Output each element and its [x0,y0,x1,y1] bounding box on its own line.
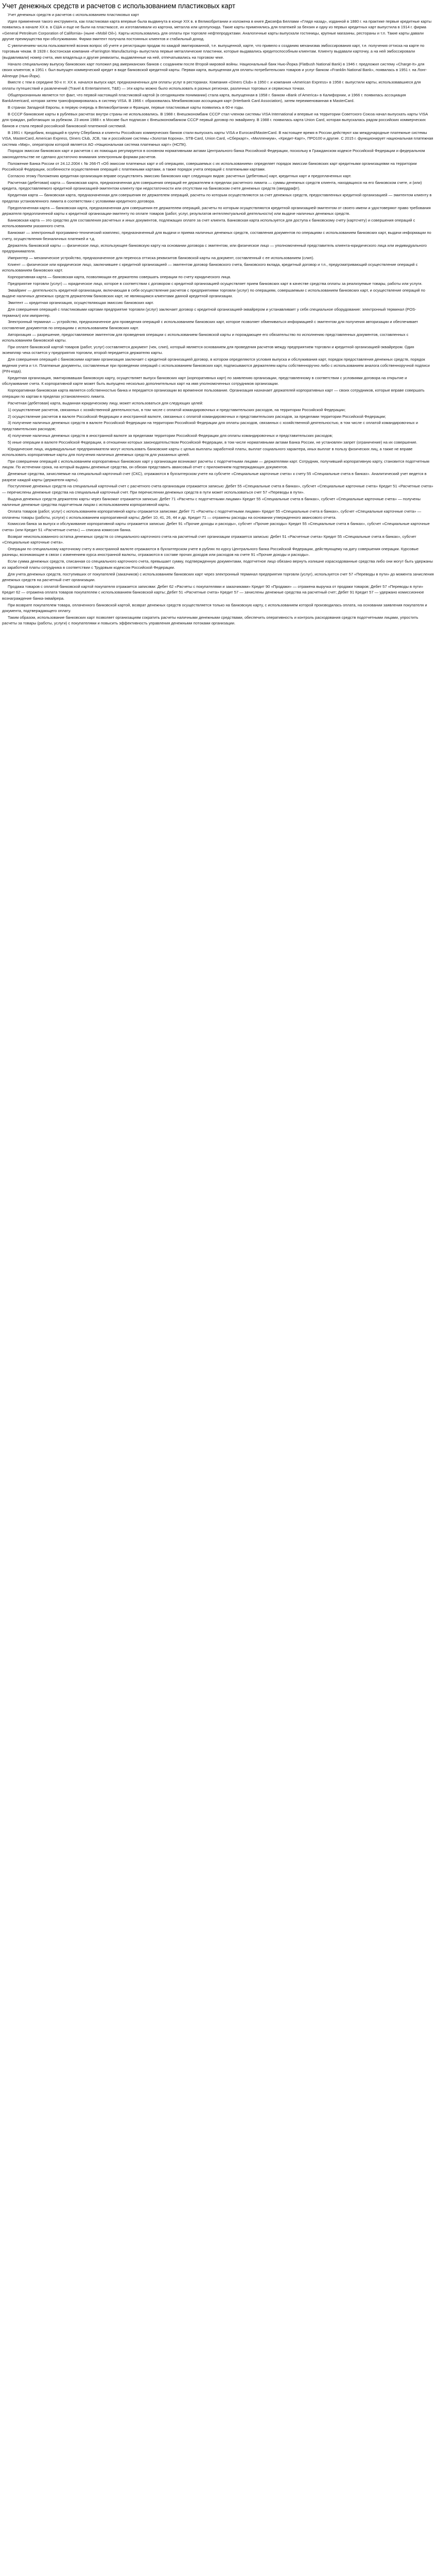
article-paragraph: Таким образом, использование банковских карт позволяет организациям сократить расчеты наличными денежными средствами, обеспечить оперативность и контроль расходования средств подотчетными лицами, упростить расчеты за товары (работы, услуги) с покупателями и повысить эффективность управления денежными потоками организации. [2,615,418,626]
article-paragraph: Порядок эмиссии банковских карт и расчетов с их помощью регулируется в основном нормативными актами Центрального банка Российской Федерации, поскольку в Гражданском кодексе Российской Федерации и федеральном законодательстве не сделано достаточно внимания электронным формам расчетов. [2,148,425,159]
article-paragraph: 2) осуществление расчетов в валюте Российской Федерации и иностранной валюте, связанных с оплатой командировочных и представительских расходов, за пределами территории Российской Федерации; [8,414,386,419]
article-paragraph: Операции по специальному карточному счету в иностранной валюте отражаются в бухгалтерском учете в рублях по курсу Центрального банка Российской Федерации, действующему на дату совершения операции. Курсовые разницы, возникающие в связи с изменением курса иностранной валюты, отражаются в составе прочих доходов или расходов на счете 91 «Прочие доходы и расходы». [2,547,419,557]
article-body [2,12,434,626]
article-paragraph: Поступление денежных средств на специальный карточный счет с расчетного счета организации отражается записью: Дебет 55 «Специальные счета в банках», субсчет «Специальные карточные счета» Кредит 51 «Расчетные счета» — перечислены денежные средства на специальный карточный счет. При перечислении денежных средств в пути может использоваться счет 57 «Переводы в пути». [2,484,433,495]
page-title: Учет денежных средств и расчетов с использованием пластиковых карт [2,2,236,10]
article-paragraph: Вместе с тем в середине 50-х гг. XX в. начался выпуск карт, предназначенных для оплаты услуг в ресторанах. Компания «Diners Club» в 1950 г. и компания «American Express» в 1958 г. выпустили карты, использовавшиеся для оплаты путешествий и развлечений (Travel & Entertainment, T&E) — эти карты можно было использовать в разных регионах, различных торговых и сервисных точках. [2,80,421,91]
article-paragraph: Выдача денежных средств держателю карты через банкомат отражается записью: Дебет 71 «Расчеты с подотчетными лицами» Кредит 55 «Специальные счета в банках», субсчет «Специальные карточные счета» — получены наличные денежные средства подотчетным лицом с использованием корпоративной карты. [2,496,421,507]
article-paragraph: Импринтер — механическое устройство, предназначенное для переноса оттиска реквизитов банковской карты на документ, составленный с ее использованием (слип). [8,255,315,260]
article-paragraph: Положение Банка России от 24.12.2004 г. № 266-П «Об эмиссии платежных карт и об операциях, совершаемых с их использованием» определяет порядок эмиссии банковских карт кредитными организациями на территории Российской Федерации, особенности осуществления операций с платежными картами, а также порядок учета операций с платежными картами. [2,161,417,172]
article-paragraph: Возврат неиспользованного остатка денежных средств со специального карточного счета на расчетный счет организации отражается записью: Дебет 51 «Расчетные счета» Кредит 55 «Специальные счета в банках», субсчет «Специальные карточные счета». [2,534,416,545]
article-paragraph: Оплата товаров (работ, услуг) с использованием корпоративной карты отражается записями: Дебет 71 «Расчеты с подотчетными лицами» Кредит 55 «Специальные счета в банках», субсчет «Специальные карточные счета» — оплачены товары (работы, услуги) с использованием корпоративной карты; Дебет 10, 41, 26, 44 и др. Кредит 71 — отражены расходы на основании утвержденного авансового отчета. [2,509,422,520]
article-paragraph: Для учета денежных средств, поступивших от покупателей (заказчиков) с использованием банковских карт через электронный терминал предприятия торговли (услуг), используется счет 57 «Переводы в пути» до момента зачисления денежных средств на расчетный счет организации. [2,571,434,583]
article-paragraph: Клиент — физическое или юридическое лицо, заключившее с кредитной организацией — эмитентом договор банковского счета, банковского вклада, кредитный договор и т.п., предусматривающий осуществление операций с использованием банковских карт. [2,262,418,273]
article-paragraph: Кредитная организация, эмитировавшая банковскую карту, осуществляет выпуск банковских карт (корпоративных карт) по заявлению организации, представленному в соответствии с условиями договора на открытие и обслуживание счета. К корпоративной карте может быть выпущено несколько дополнительных карт на имя уполномоченных сотрудников организации. [2,376,407,386]
article-paragraph: Расчетная (дебетовая) карта — банковская карта, предназначенная для совершения операций ее держателем в пределах расчетного лимита — суммы денежных средств клиента, находящихся на его банковском счете, и (или) кредита, предоставляемого кредитной организацией-эмитентом клиенту при недостаточности или отсутствии на банковском счете денежных средств (овердрафт). [2,180,422,191]
article-paragraph: 1) осуществление расчетов, связанных с хозяйственной деятельностью, в том числе с оплатой командировочных и представительских расходов, на территории Российской Федерации; [8,407,346,412]
document-page [0,0,436,632]
article-paragraph: При возврате покупателем товара, оплаченного банковской картой, возврат денежных средств осуществляется только на банковскую карту, с использованием которой производилась оплата, на основании заявления покупателя и документа, подтверждающего оплату. [2,602,427,614]
article-paragraph: Авторизация — разрешение, предоставляемое эмитентом для проведения операции с использованием банковской карты и порождающее его обязательство по исполнению представленных документов, составленных с использованием банковской карты. [2,332,409,343]
article-paragraph: Для совершения операций с пластиковыми картами предприятие торговли (услуг) заключает договор с кредитной организацией-эквайрером и устанавливает у себя специальное оборудование: электронный терминал (POS-терминал) или импринтер. [2,307,416,318]
article-paragraph: Согласно этому Положению кредитная организация вправе осуществлять эмиссию банковских карт следующих видов: расчетных (дебетовых) карт, кредитных карт и предоплаченных карт. [8,174,352,179]
article-paragraph: С увеличением числа пользователей возник вопрос об учете и регистрации продаж по каждой эмитированной, т.е. выпущенной, карте, что привело к созданию механизма эмбоссирования карт, т.е. получения оттиска на карте по торговым чекам. В 1928 г. Бостонская компания «Farrington Manufacturing» выпустила первые металлические пластинки, которые выдавались кредитоспособным клиентам. Клиенту выдавали карточку, а на ней эмбоссировали (выдавливали) номер счета, имя владельца и другие реквизиты, выдавленные на ней, отпечатывались на торговом чеке. [2,43,425,60]
article-paragraph: В 1991 г. Кредобанк, входящий в группу Сбербанка и клиенты Российских коммерческих банков стали выпускать карты VISA и Eurocard/MasterCard. В настоящее время в России действуют как международные платежные системы VISA, MasterCard, American Express, Diners Club, JCB, так и российские системы «Золотая Корона», STB-Card, Union Card, «Сберкарт», «Миллениум», «Кредит-Карт», ПРО100 и другие. С 2015 г. функционирует национальная платежная система «Мир», оператором которой является АО «Национальная система платежных карт» (НСПК). [2,130,433,147]
article-paragraph: Общепризнанным является тот факт, что первой настоящей пластиковой картой (в сегодняшнем понимании) стала карта, выпущенная в 1958 г. банком «Bank of America» в Калифорнии, и 1966 г. появилась ассоциация BankAmericard, которая затем трансформировалась в систему VISA. В 1966 г. образовалась Межбанковская ассоциация карт (Interbank Card Association), затем переименованная в MasterCard. [2,92,406,104]
article-paragraph: При оплате банковской картой товаров (работ, услуг) составляется документ (чек, слип), который является основанием для проведения расчетов между предприятием торговли и кредитной организацией-эквайрером. Один экземпляр чека остается у предприятия торговли, второй передается держателю карты. [2,345,414,355]
article-paragraph: Корпоративная карта — банковская карта, позволяющая ее держателю совершать операции по счету юридического лица. [8,275,231,280]
article-paragraph: Электронный терминал — устройство, предназначенное для проведения операций с использованием банковских карт, которое позволяет обмениваться информацией с эмитентом для получения авторизации и обеспечивает составление документов по операциям с использованием банковских карт. [2,319,418,330]
article-paragraph: В странах Западной Европы, в первую очередь в Великобритании и Франции, первые пластиковые карты появились в 60-е годы. [8,105,244,110]
article-paragraph: Расчетная (дебетовая) карта, выданная юридическому лицу, может использоваться для следующих целей: [8,400,203,405]
article-paragraph: Для совершения операций с банковскими картами организация заключает с кредитной организацией договор, в котором определяются условия выпуска и обслуживания карт, порядок предоставления денежных средств, порядок ведения учета и т.п. Платежные документы, составленные при проведении операций с использованием банковских карт, подписываются держателем карты собственноручно либо с использованием аналога собственноручной подписи (PIN-кода). [2,357,430,374]
article-paragraph: Если сумма денежных средств, списанная со специального карточного счета, превышает сумму, подтвержденную документами, подотчетное лицо обязано вернуть излишне израсходованные средства либо они могут быть удержаны из заработной платы сотрудника в соответствии с Трудовым кодексом Российской Федерации. [2,559,433,570]
article-paragraph: Эмитент — кредитная организация, осуществляющая эмиссию банковских карт. [8,300,154,306]
article-paragraph: Начало специальному выпуску банковских карт положил ряд американских банков с созданием после Второй мировой войны. Национальный банк Нью-Йорка (Flatbush National Bank) в 1946 г. предложил систему «Charge-It» для своих клиентов; в 1951 г. был выпущен коммерческий кредит в виде банковской кредитной карты. Первая карта, выпущенная для оплаты потребительских товаров и услуг банком «Franklin National Bank», появилась в 1951 г. на Лонг-Айленде (Нью-Йорк). [2,61,427,78]
article-paragraph: Идея применения такого инструмента, как пластиковая карта впервые была выдвинута в конце XIX в. в Великобритании и изложена в книге Джозефа Беллами «Глядя назад», изданной в 1880 г. на практике первые кредитные карты появились в начале XX в. в США и еще не были на пластмассе, их изготавливали из картона, металла или целлулоида. Такие карты применялись для платежей за бензин и одну из первых кредитных карт выпустила в 1914 г. фирма «General Petroleum Corporation of California» (ныне «Mobil Oil»). Карты использовались для оплаты при торговле нефтепродуктами. Аналогичные карты выпускали гостиницы, крупные магазины, рестораны и т.п. Такие карты давали другие преимущества при обслуживании. Фирма-эмитент получала постоянных клиентов и стабильный доход. [2,19,432,42]
article-paragraph: В СССР банковские карты в рублевых расчетах внутри страны не использовались. В 1988 г. Внешэкономбанк СССР стал членом системы VISA International и впервые на территории Советского Союза начал выпускать карты VISA для граждан, работающих за рубежом. 23 июня 1988 г. в Москве был подписан с Внешэкономбанком СССР первый договор по эквайрингу. В 1988 г. появилась карта Union Card, которая выпускалась рядом российских коммерческих банков и стала первой российской банковской платежной системой. [2,112,428,128]
article-paragraph: 5) иные операции в валюте Российской Федерации, в отношении которых законодательством Российской Федерации, в том числе нормативными актами Банка России, не установлен запрет (ограничение) на их совершение. [8,439,417,445]
article-paragraph: Продажа товаров с оплатой банковской картой покупателя отражается записями: Дебет 62 «Расчеты с покупателями и заказчиками» Кредит 90 «Продажи» — отражена выручка от продажи товаров; Дебет 57 «Переводы в пути» Кредит 62 — отражена оплата товаров покупателем с использованием банковской карты; Дебет 51 «Расчетные счета» Кредит 57 — зачислены денежные средства на расчетный счет; Дебет 91 Кредит 57 — удержано комиссионное вознаграждение банка-эквайрера. [2,584,424,601]
article-paragraph: Предприятие торговли (услуг) — юридическое лицо, которое в соответствии с договором с кредитной организацией осуществляет прием банковских карт в качестве средства оплаты за реализуемые товары, работы или услуги. [8,281,423,286]
article-paragraph: Комиссия банка за выпуск и обслуживание корпоративной карты отражается записью: Дебет 91 «Прочие доходы и расходы», субсчет «Прочие расходы» Кредит 55 «Специальные счета в банках», субсчет «Специальные карточные счета» (или Кредит 51 «Расчетные счета») — списана комиссия банка. [2,521,430,532]
article-paragraph: Юридические лица, индивидуальные предприниматели могут использовать банковские карты с целью выплаты заработной платы, выплат социального характера, иных выплат в пользу физических лиц, а также не вправе использовать корпоративные карты для получения наличных денежных средств для указанных целей. [2,446,413,457]
article-paragraph: Банковская карта — это средство для составления расчетных и иных документов, подлежащих оплате за счет клиента. Банковская карта используется для доступа к банковскому счету (картсчету) и совершения операций с использованием указанного счета. [2,217,415,229]
article-paragraph: Учет денежных средств и расчетов с использованием пластиковых карт [8,12,139,17]
article-paragraph: Предоплаченная карта — банковская карта, предназначенная для совершения ее держателем операций, расчеты по которым осуществляются кредитной организацией-эмитентом от своего имени и удостоверяют право требования держателя предоплаченной карты к кредитной организации-эмитенту по оплате товаров (работ, услуг, результатов интеллектуальной деятельности) или выдаче наличных денежных средств. [2,205,431,216]
article-paragraph: Кредитная карта — банковская карта, предназначенная для совершения ее держателем операций, расчеты по которым осуществляются за счет денежных средств, предоставленных кредитной организацией — эмитентом клиенту в пределах установленного лимита в соответствии с условиями кредитного договора. [2,193,432,204]
article-paragraph: Банкомат — электронный программно-технический комплекс, предназначенный для выдачи и приема наличных денежных средств, составления документов по операциям с использованием банковских карт, выдачи информации по счету, осуществления безналичных платежей и т.д. [2,230,431,241]
article-paragraph: Эквайринг — деятельность кредитной организации, включающая в себя осуществление расчетов с предприятиями торговли (услуг) по операциям, совершаемым с использованием банковских карт, и осуществление операций по выдаче наличных денежных средств держателям банковских карт, не являющимся клиентами данной кредитной организации. [2,287,425,299]
article-paragraph: Денежные средства, зачисляемые на специальный карточный счет (СКС), отражаются в бухгалтерском учете на субсчете «Специальные карточные счета» к счету 55 «Специальные счета в банках». Аналитический учет ведется в разрезе каждой карты (держателя карты). [2,471,427,482]
article-paragraph: 3) получение наличных денежных средств в валюте Российской Федерации на территории Российской Федерации для оплаты расходов, связанных с хозяйственной деятельностью, в том числе с оплатой командировочных и представительских расходов; [2,420,418,431]
article-paragraph: 4) получение наличных денежных средств в иностранной валюте за пределами территории Российской Федерации для оплаты командировочных и представительских расходов; [8,433,333,438]
article-paragraph: При совершении операций с использованием корпоративных банковских карт у организации возникают расчеты с подотчетными лицами — держателями карт. Сотрудник, получивший корпоративную карту, становится подотчетным лицом. По истечении срока, на который выданы денежные средства, он обязан представить авансовый отчет с приложением подтверждающих документов. [2,459,429,470]
article-paragraph: Держатель банковской карты — физическое лицо, использующее банковскую карту на основании договора с эмитентом, или физическое лицо — уполномоченный представитель клиента-юридического лица или индивидуального предпринимателя. [2,243,427,253]
article-paragraph: Корпоративная банковская карта является собственностью банка и передается организации во временное пользование. Организация назначает держателей корпоративных карт — своих сотрудников, которые вправе совершать операции по картам в пределах установленного лимита. [2,388,425,399]
